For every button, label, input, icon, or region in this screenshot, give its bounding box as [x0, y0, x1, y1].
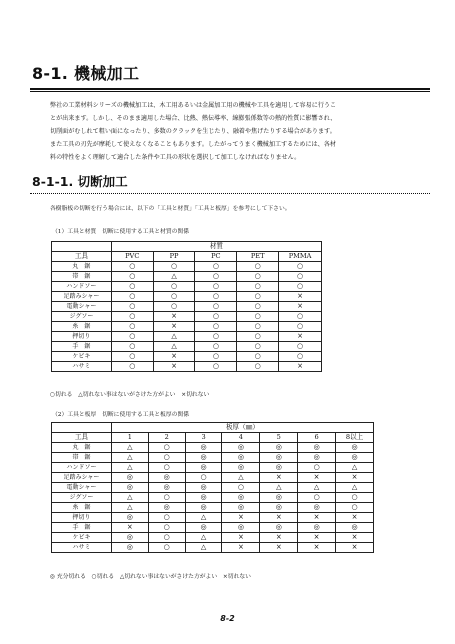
tool-name: 電動シャー: [52, 302, 112, 312]
rating-cell: ○: [111, 302, 153, 312]
rating-cell: ×: [336, 513, 374, 523]
rating-cell: ○: [111, 352, 153, 362]
rating-cell: ○: [111, 322, 153, 332]
heading-rule: [30, 88, 430, 90]
rating-cell: ○: [195, 272, 237, 282]
rating-cell: ◎: [148, 483, 185, 493]
table-row: [52, 352, 322, 362]
rating-cell: ◎: [148, 503, 185, 513]
rating-cell: △: [336, 483, 374, 493]
rating-cell: ◎: [336, 523, 374, 533]
rating-cell: △: [111, 463, 148, 473]
subsection-heading: 8-1-1. 切断加工: [32, 174, 128, 189]
intro-line: とが出来ます。しかし、そのまま適用した場合、比熱、熱伝導率、線膨張係数等の熱的性質に影響され、: [50, 115, 337, 122]
rating-cell: ○: [279, 282, 322, 292]
tool-name: 電動シャー: [52, 483, 112, 493]
column-header: PMMA: [279, 252, 322, 262]
rating-cell: ×: [298, 533, 336, 543]
rating-cell: ○: [195, 292, 237, 302]
subsection-intro: 各樹脂板の切断を行う場合には、以下の「工具と材質」「工具と板厚」を参考にして下さい。: [50, 206, 291, 212]
rating-cell: ◎: [111, 543, 148, 553]
rating-cell: ○: [148, 513, 185, 523]
rating-cell: ○: [111, 292, 153, 302]
table-row: [52, 453, 374, 463]
tool-name: 帯 鋸: [52, 453, 112, 463]
rating-cell: ○: [148, 463, 185, 473]
rating-cell: ○: [185, 473, 222, 483]
rating-cell: ◎: [298, 443, 336, 453]
rating-cell: △: [111, 503, 148, 513]
rating-cell: △: [260, 483, 298, 493]
tool-name: 手 鋸: [52, 523, 112, 533]
rating-cell: ○: [298, 463, 336, 473]
rating-cell: ◎: [111, 513, 148, 523]
rating-cell: ◎: [260, 443, 298, 453]
table-corner: [52, 423, 112, 433]
rating-cell: ×: [336, 533, 374, 543]
table-row: [52, 342, 322, 352]
rating-cell: ◎: [298, 453, 336, 463]
rating-cell: ×: [336, 543, 374, 553]
section-heading: 8-1. 機械加工: [32, 64, 140, 83]
rating-cell: ○: [153, 262, 195, 272]
rating-cell: ○: [148, 543, 185, 553]
tool-name: ケビキ: [52, 533, 112, 543]
table-row: [52, 362, 322, 372]
column-header: PC: [195, 252, 237, 262]
rating-cell: ○: [237, 282, 279, 292]
rating-cell: ×: [260, 513, 298, 523]
table1-caption: （1）工具と材質 切断に使用する工具と材質の関係: [52, 229, 190, 235]
rating-cell: ○: [195, 352, 237, 362]
rating-cell: ○: [148, 443, 185, 453]
tool-name: ハサミ: [52, 543, 112, 553]
rating-cell: ◎: [111, 483, 148, 493]
tool-name: 糸 鋸: [52, 503, 112, 513]
table-corner: [52, 242, 112, 252]
rating-cell: ○: [111, 312, 153, 322]
rating-cell: ×: [336, 473, 374, 483]
column-header: 4: [222, 433, 260, 443]
rating-cell: ◎: [185, 503, 222, 513]
rating-cell: ◎: [298, 503, 336, 513]
tool-name: 押切り: [52, 332, 112, 342]
table-row: [52, 272, 322, 282]
rating-cell: ○: [195, 312, 237, 322]
rating-cell: ×: [153, 352, 195, 362]
rating-cell: ◎: [222, 523, 260, 533]
rating-cell: ◎: [185, 483, 222, 493]
intro-line: 弊社の工業材料シリーズの機械加工は、木工用あるいは金属加工用の機械や工具を適用して容易に行うこ: [50, 102, 337, 109]
rating-cell: ○: [279, 272, 322, 282]
rating-cell: ○: [153, 292, 195, 302]
table-row: [52, 282, 322, 292]
column-header: 6: [298, 433, 336, 443]
rating-cell: ◎: [222, 493, 260, 503]
rating-cell: ○: [148, 533, 185, 543]
rating-cell: ○: [237, 352, 279, 362]
intro-line: 料の特性をよく理解して適合した条件や工具の形状を選択して加工しなければなりません。: [50, 154, 301, 161]
table-row: [52, 493, 374, 503]
column-header: 1: [111, 433, 148, 443]
intro-line: また工具の刃先が摩耗して使えなくなることもあります。したがってうまく機械加工するためには、各材: [50, 141, 336, 148]
table1-legend: ○切れる △切れない事はないがさけた方がよい ×切れない: [50, 392, 210, 398]
column-header: 2: [148, 433, 185, 443]
rating-cell: ○: [148, 493, 185, 503]
table-row: [52, 513, 374, 523]
rating-cell: ◎: [260, 493, 298, 503]
rating-cell: △: [336, 463, 374, 473]
rating-cell: ○: [298, 493, 336, 503]
rating-cell: △: [185, 543, 222, 553]
rating-cell: ◎: [111, 533, 148, 543]
rating-cell: ○: [237, 342, 279, 352]
rating-cell: ◎: [185, 463, 222, 473]
tool-name: ハサミ: [52, 362, 112, 372]
rating-cell: ○: [336, 503, 374, 513]
tool-column-header: 工具: [52, 252, 112, 262]
rating-cell: ○: [195, 302, 237, 312]
rating-cell: ×: [279, 362, 322, 372]
table2-caption: （2）工具と板厚 切断に使用する工具と板厚の関係: [52, 412, 190, 418]
rating-cell: ○: [195, 332, 237, 342]
rating-cell: ◎: [185, 523, 222, 533]
rating-cell: ○: [237, 332, 279, 342]
rating-cell: ◎: [260, 503, 298, 513]
rating-cell: ◎: [222, 453, 260, 463]
rating-cell: ○: [237, 302, 279, 312]
rating-cell: ×: [153, 362, 195, 372]
table-row: [52, 503, 374, 513]
tool-name: ジグソー: [52, 312, 112, 322]
rating-cell: ◎: [298, 523, 336, 533]
table-row: [52, 443, 374, 453]
tool-name: 糸 鋸: [52, 322, 112, 332]
table-row: [52, 523, 374, 533]
rating-cell: △: [153, 332, 195, 342]
rating-cell: ◎: [260, 453, 298, 463]
rating-cell: ×: [298, 473, 336, 483]
rating-cell: ×: [153, 312, 195, 322]
rating-cell: ○: [279, 352, 322, 362]
rating-cell: ○: [237, 312, 279, 322]
rating-cell: ○: [279, 312, 322, 322]
tool-name: 足踏みシャー: [52, 473, 112, 483]
rating-cell: ◎: [222, 443, 260, 453]
rating-cell: ○: [153, 302, 195, 312]
rating-cell: ○: [279, 342, 322, 352]
table-row: [52, 322, 322, 332]
rating-cell: ○: [111, 362, 153, 372]
table-row: [52, 483, 374, 493]
tool-name: ハンドソー: [52, 463, 112, 473]
column-header: PP: [153, 252, 195, 262]
rating-cell: △: [153, 342, 195, 352]
rating-cell: ◎: [336, 453, 374, 463]
table-row: [52, 302, 322, 312]
tool-name: ハンドソー: [52, 282, 112, 292]
rating-cell: ○: [195, 362, 237, 372]
rating-cell: ○: [195, 262, 237, 272]
table-row: [52, 332, 322, 342]
rating-cell: ○: [237, 292, 279, 302]
rating-cell: ○: [153, 282, 195, 292]
tool-name: ケビキ: [52, 352, 112, 362]
tool-name: 丸 鋸: [52, 443, 112, 453]
table-row: [52, 262, 322, 272]
rating-cell: ○: [111, 332, 153, 342]
rating-cell: ○: [279, 262, 322, 272]
rating-cell: ◎: [336, 443, 374, 453]
tool-name: 帯 鋸: [52, 272, 112, 282]
tool-name: ジグソー: [52, 493, 112, 503]
rating-cell: ○: [195, 322, 237, 332]
rating-cell: ◎: [260, 463, 298, 473]
rating-cell: △: [298, 483, 336, 493]
rating-cell: ◎: [222, 503, 260, 513]
table-row: [52, 543, 374, 553]
subsection-rule: [30, 193, 430, 194]
rating-cell: ○: [195, 282, 237, 292]
rating-cell: ○: [111, 272, 153, 282]
rating-cell: ×: [222, 513, 260, 523]
heading-rule: [30, 91, 430, 92]
tool-name: 手 鋸: [52, 342, 112, 352]
rating-cell: ○: [222, 483, 260, 493]
rating-cell: ◎: [185, 443, 222, 453]
rating-cell: △: [111, 493, 148, 503]
rating-cell: ○: [237, 322, 279, 332]
rating-cell: ○: [111, 342, 153, 352]
rating-cell: △: [153, 272, 195, 282]
rating-cell: ○: [336, 493, 374, 503]
tool-name: 押切り: [52, 513, 112, 523]
rating-cell: ○: [111, 282, 153, 292]
rating-cell: △: [185, 513, 222, 523]
rating-cell: ×: [153, 322, 195, 332]
table2-legend: ◎ 充分切れる ○切れる △切れない事はないがさけた方がよい ×切れない: [50, 574, 251, 580]
table-row: [52, 312, 322, 322]
rating-cell: ○: [237, 272, 279, 282]
tool-thickness-table: [51, 422, 374, 553]
table-row: [52, 463, 374, 473]
table-row: [52, 292, 322, 302]
tool-material-table: [51, 241, 322, 372]
rating-cell: ×: [279, 332, 322, 342]
rating-cell: ◎: [185, 493, 222, 503]
rating-cell: ○: [195, 342, 237, 352]
table-row: [52, 533, 374, 543]
column-header: 3: [185, 433, 222, 443]
rating-cell: △: [222, 473, 260, 483]
column-header: PVC: [111, 252, 153, 262]
column-header: PET: [237, 252, 279, 262]
rating-cell: ×: [279, 302, 322, 312]
tool-name: 足踏みシャー: [52, 292, 112, 302]
rating-cell: ○: [237, 362, 279, 372]
column-header: 8以上: [336, 433, 374, 443]
rating-cell: ◎: [148, 473, 185, 483]
group-header: 板厚（㎜）: [111, 423, 373, 433]
rating-cell: ×: [222, 533, 260, 543]
rating-cell: ×: [111, 523, 148, 533]
rating-cell: ○: [148, 453, 185, 463]
rating-cell: △: [185, 533, 222, 543]
rating-cell: ○: [279, 322, 322, 332]
rating-cell: △: [111, 453, 148, 463]
rating-cell: ◎: [222, 463, 260, 473]
rating-cell: ×: [260, 543, 298, 553]
rating-cell: ○: [237, 262, 279, 272]
rating-cell: △: [111, 443, 148, 453]
rating-cell: ×: [298, 513, 336, 523]
rating-cell: ○: [148, 523, 185, 533]
rating-cell: ×: [298, 543, 336, 553]
tool-column-header: 工具: [52, 433, 112, 443]
rating-cell: ×: [279, 292, 322, 302]
table-row: [52, 473, 374, 483]
rating-cell: ×: [222, 543, 260, 553]
page-number: 8-2: [220, 614, 235, 623]
column-header: 5: [260, 433, 298, 443]
intro-line: 切削面がむしれて粗い面になったり、多数のクラックを生じたり、融着や焦げたりする場合があります。: [50, 128, 336, 135]
rating-cell: ×: [260, 473, 298, 483]
rating-cell: ◎: [111, 473, 148, 483]
rating-cell: ◎: [260, 523, 298, 533]
rating-cell: ×: [260, 533, 298, 543]
tool-name: 丸 鋸: [52, 262, 112, 272]
group-header: 材質: [111, 242, 321, 252]
rating-cell: ◎: [185, 453, 222, 463]
rating-cell: ○: [111, 262, 153, 272]
